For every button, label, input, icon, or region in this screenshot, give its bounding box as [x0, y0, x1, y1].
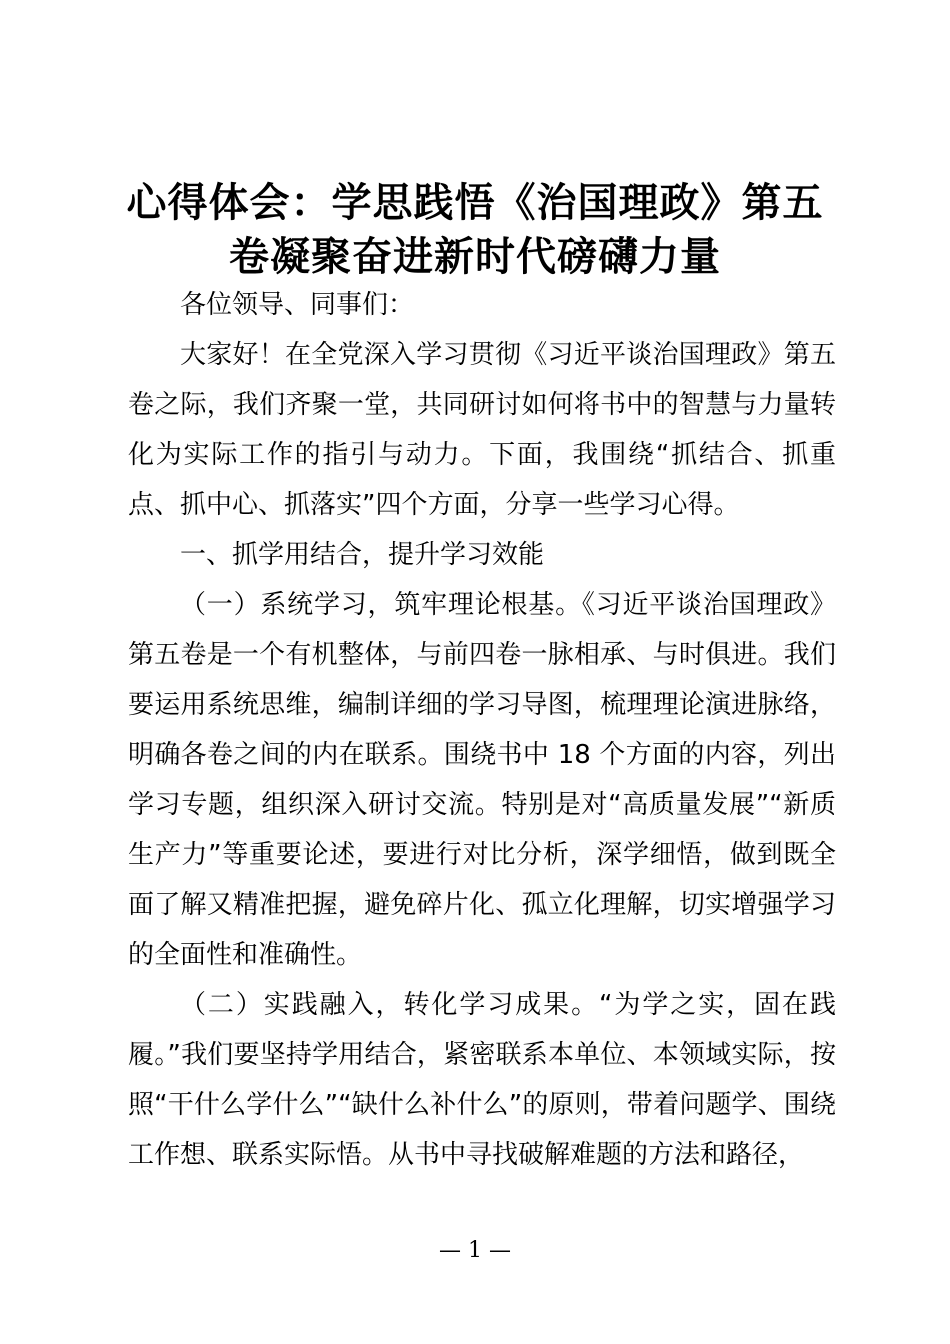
intro-paragraph: 大家好！在全党深入学习贯彻《习近平谈治国理政》第五卷之际，我们齐聚一堂，共同研讨如何将书中的智慧与力量转化为实际工作的指引与动力。下面，我围绕“抓结合、抓重点、抓中心、抓落实”四个方面，分享一些学习心得。 [128, 340, 836, 520]
body-paragraph: （二）实践融入，转化学习成果。“为学之实，固在践履。”我们要坚持学用结合，紧密联系本单位、本领域实际，按照“干什么学什么”“缺什么补什么”的原则，带着问题学、围绕工作想、联系实际悟。从书中寻找破解难题的方法和路径， [128, 990, 836, 1170]
document-title: 心得体会：学思践悟《治国理政》第五卷凝聚奋进新时代磅礴力量 [126, 179, 824, 280]
salutation-paragraph: 各位领导、同事们： [180, 290, 415, 320]
page-number: — 1 — [439, 1238, 511, 1263]
section-heading: 一、抓学用结合，提升学习效能 [180, 540, 545, 570]
body-paragraph: （一）系统学习，筑牢理论根基。《习近平谈治国理政》第五卷是一个有机整体，与前四卷一脉相承、与时俱进。我们要运用系统思维，编制详细的学习导图，梳理理论演进脉络，明确各卷之间的内在联系。围绕书中 18 个方面的内容，列出学习专题，组织深入研讨交流。特别是对“高质量发展”“新质生产力”等重要论述，要进行对比分析，深学细悟，做到既全面了解又精准把握，避免碎片化、孤立化理解，切实增强学习的全面性和准确性。 [128, 590, 836, 970]
document-body [128, 280, 836, 1180]
